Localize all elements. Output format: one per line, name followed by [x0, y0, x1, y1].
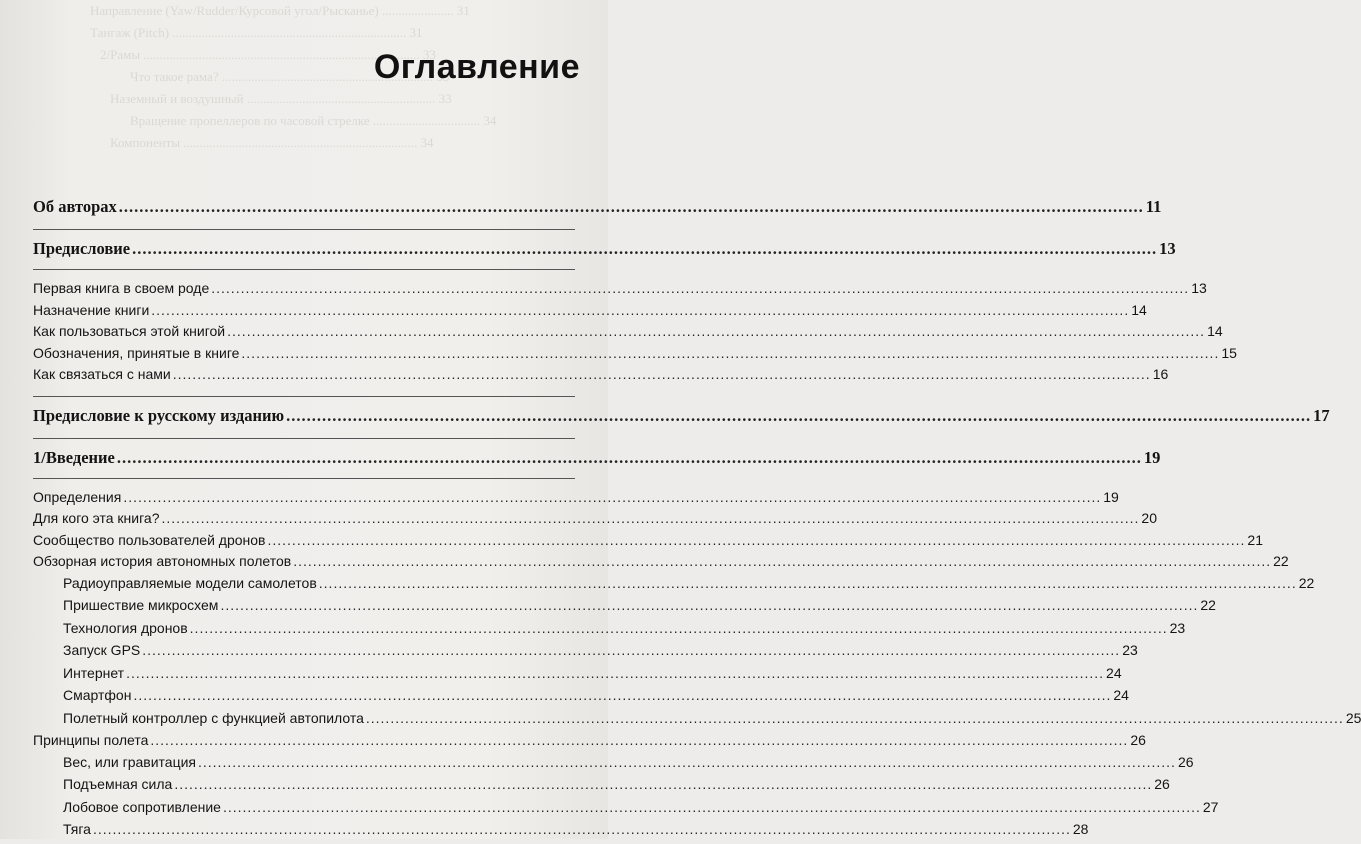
toc-section-entry[interactable]	[33, 323, 1223, 345]
toc-section-entry[interactable]	[33, 531, 1263, 554]
toc-page-number: 16	[1152, 366, 1169, 382]
toc-page-number: 24	[1113, 687, 1129, 703]
toc-page-number: 22	[1273, 553, 1289, 569]
toc-section-entry[interactable]	[33, 301, 1147, 324]
toc-page-number: 14	[1207, 323, 1223, 339]
section-divider	[33, 438, 575, 439]
toc-entry-title: Радиоуправляемые модели самолетов	[63, 574, 317, 591]
page-title: Оглавление	[373, 48, 580, 86]
toc-entry-title: Как пользоваться этой книгой	[33, 323, 226, 339]
toc-chapter-entry[interactable]	[33, 405, 1330, 430]
toc-page-number: 20	[1141, 510, 1157, 526]
toc-leader-dots: ........................................................................................................................................................................................................	[222, 798, 1201, 815]
toc-section-entry[interactable]	[33, 553, 1289, 575]
toc-section-entry[interactable]	[33, 488, 1119, 511]
toc-leader-dots: ........................................................................................................................................................................................................	[198, 753, 1176, 770]
toc-leader-dots: ........................................................................................................................................................................................................	[118, 197, 1144, 216]
toc-section-entry[interactable]	[33, 732, 1146, 754]
toc-subsection-entry[interactable]	[33, 798, 1219, 822]
table-of-contents	[33, 197, 1361, 844]
toc-page-number: 13	[1191, 280, 1207, 296]
toc-subsection-entry[interactable]	[33, 619, 1186, 643]
toc-section-entry[interactable]	[33, 366, 1169, 388]
toc-leader-dots: ........................................................................................................................................................................................................	[189, 619, 1168, 636]
toc-entry-title: Предисловие к русскому изданию	[33, 405, 285, 425]
toc-entry-title: Тяга	[63, 821, 91, 837]
toc-subsection-entry[interactable]	[33, 597, 1216, 620]
toc-section-entry[interactable]	[33, 510, 1157, 532]
toc-leader-dots: ........................................................................................................................................................................................................	[241, 344, 1220, 361]
toc-leader-dots: ........................................................................................................................................................................................................	[92, 821, 1071, 837]
toc-leader-dots: ........................................................................................................................................................................................................	[365, 709, 1344, 726]
toc-chapter-entry[interactable]	[33, 239, 1176, 263]
toc-subsection-entry[interactable]	[33, 776, 1170, 799]
toc-leader-dots: ........................................................................................................................................................................................................	[123, 488, 1102, 505]
toc-page-number: 17	[1313, 405, 1330, 425]
section-divider	[33, 229, 575, 230]
toc-page-number: 19	[1143, 447, 1161, 467]
toc-page-number: 24	[1106, 664, 1122, 681]
toc-page-number: 21	[1247, 531, 1263, 548]
toc-entry-title: Об авторах	[33, 197, 117, 216]
toc-page-number: 26	[1130, 732, 1146, 748]
toc-page-number: 13	[1159, 239, 1176, 258]
toc-leader-dots: ........................................................................................................................................................................................................	[211, 280, 1190, 296]
toc-leader-dots: ........................................................................................................................................................................................................	[318, 574, 1297, 591]
toc-section-entry[interactable]	[33, 344, 1237, 367]
toc-leader-dots: ........................................................................................................................................................................................................	[132, 239, 1158, 258]
toc-leader-dots: ........................................................................................................................................................................................................	[293, 553, 1272, 569]
toc-page-number: 14	[1131, 301, 1147, 318]
toc-page-number: 11	[1145, 197, 1162, 216]
toc-entry-title: 1/Введение	[33, 447, 115, 467]
toc-entry-title: Первая книга в своем роде	[33, 280, 210, 296]
toc-entry-title: Полетный контроллер с функцией автопилота	[63, 709, 364, 726]
toc-entry-title: Сообщество пользователей дронов	[33, 531, 266, 548]
toc-entry-title: Лобовое сопротивление	[63, 798, 221, 815]
section-divider	[33, 396, 575, 397]
toc-entry-title: Определения	[33, 488, 122, 505]
chapter-underline	[33, 269, 575, 270]
toc-entry-title: Предисловие	[33, 239, 131, 258]
toc-entry-title: Пришествие микросхем	[63, 597, 219, 613]
toc-entry-title: Технология дронов	[63, 619, 188, 636]
bleed-line: Направление (Yaw/Rudder/Курсовой угол/Рысканье) ...................... 31	[90, 3, 470, 18]
toc-entry-title: Принципы полета	[33, 732, 149, 748]
toc-entry-title: Вес, или гравитация	[63, 753, 196, 770]
toc-subsection-entry[interactable]	[33, 574, 1315, 598]
toc-leader-dots: ........................................................................................................................................................................................................	[126, 664, 1105, 681]
toc-leader-dots: ........................................................................................................................................................................................................	[161, 510, 1140, 526]
toc-entry-title: Смартфон	[63, 687, 132, 703]
bleed-line: 2/Рамы ..................................................................................... 33	[100, 47, 436, 62]
toc-page-number: 15	[1221, 344, 1237, 361]
toc-leader-dots: ........................................................................................................................................................................................................	[151, 301, 1130, 318]
toc-entry-title: Подъемная сила	[63, 776, 173, 792]
bleed-line: Наземный и воздушный .......................................................... 33	[110, 91, 452, 106]
bleed-line: Тангаж (Pitch) ........................................................................ 31	[90, 25, 423, 40]
toc-entry-title: Интернет	[63, 664, 125, 681]
toc-page-number: 26	[1154, 776, 1170, 792]
toc-leader-dots: ........................................................................................................................................................................................................	[286, 405, 1312, 425]
toc-entry-title: Обозначения, принятые в книге	[33, 344, 240, 361]
toc-page-number: 27	[1202, 798, 1219, 815]
toc-subsection-entry[interactable]	[33, 821, 1089, 844]
toc-chapter-entry[interactable]	[33, 447, 1161, 472]
toc-chapter-entry[interactable]	[33, 197, 1162, 221]
toc-leader-dots: ........................................................................................................................................................................................................	[150, 732, 1129, 748]
toc-page-number: 23	[1169, 619, 1186, 636]
toc-leader-dots: ........................................................................................................................................................................................................	[142, 642, 1121, 658]
toc-entry-title: Для кого эта книга?	[33, 510, 160, 526]
toc-leader-dots: ........................................................................................................................................................................................................	[133, 687, 1112, 703]
toc-page-number: 28	[1072, 821, 1089, 837]
bleed-through-text	[20, 0, 580, 190]
toc-page-number: 22	[1200, 597, 1216, 613]
toc-section-entry[interactable]	[33, 280, 1207, 302]
toc-subsection-entry[interactable]	[33, 687, 1129, 710]
toc-subsection-entry[interactable]	[33, 642, 1138, 665]
toc-entry-title: Назначение книги	[33, 301, 150, 318]
toc-subsection-entry[interactable]	[33, 753, 1194, 777]
toc-leader-dots: ........................................................................................................................................................................................................	[174, 776, 1153, 792]
toc-leader-dots: ........................................................................................................................................................................................................	[172, 366, 1151, 382]
toc-entry-title: Запуск GPS	[63, 642, 141, 658]
bleed-line: Что такое рама? ................................................................. 33	[130, 69, 450, 84]
toc-page-number: 23	[1122, 642, 1138, 658]
toc-entry-title: Как связаться с нами	[33, 366, 171, 382]
toc-subsection-entry[interactable]	[33, 664, 1122, 688]
toc-leader-dots: ........................................................................................................................................................................................................	[220, 597, 1199, 613]
toc-page-number: 25	[1345, 709, 1361, 726]
toc-page-number: 22	[1298, 574, 1315, 591]
bleed-line: Вращение пропеллеров по часовой стрелке ................................. 34	[130, 113, 497, 128]
toc-page-number: 26	[1177, 753, 1194, 770]
toc-leader-dots: ........................................................................................................................................................................................................	[116, 447, 1142, 467]
chapter-underline	[33, 478, 575, 479]
bleed-line: Компоненты ........................................................................ 34	[110, 135, 434, 150]
toc-subsection-entry[interactable]	[33, 709, 1361, 733]
toc-page-number: 19	[1103, 488, 1119, 505]
toc-leader-dots: ........................................................................................................................................................................................................	[267, 531, 1246, 548]
toc-leader-dots: ........................................................................................................................................................................................................	[227, 323, 1206, 339]
toc-entry-title: Обзорная история автономных полетов	[33, 553, 292, 569]
